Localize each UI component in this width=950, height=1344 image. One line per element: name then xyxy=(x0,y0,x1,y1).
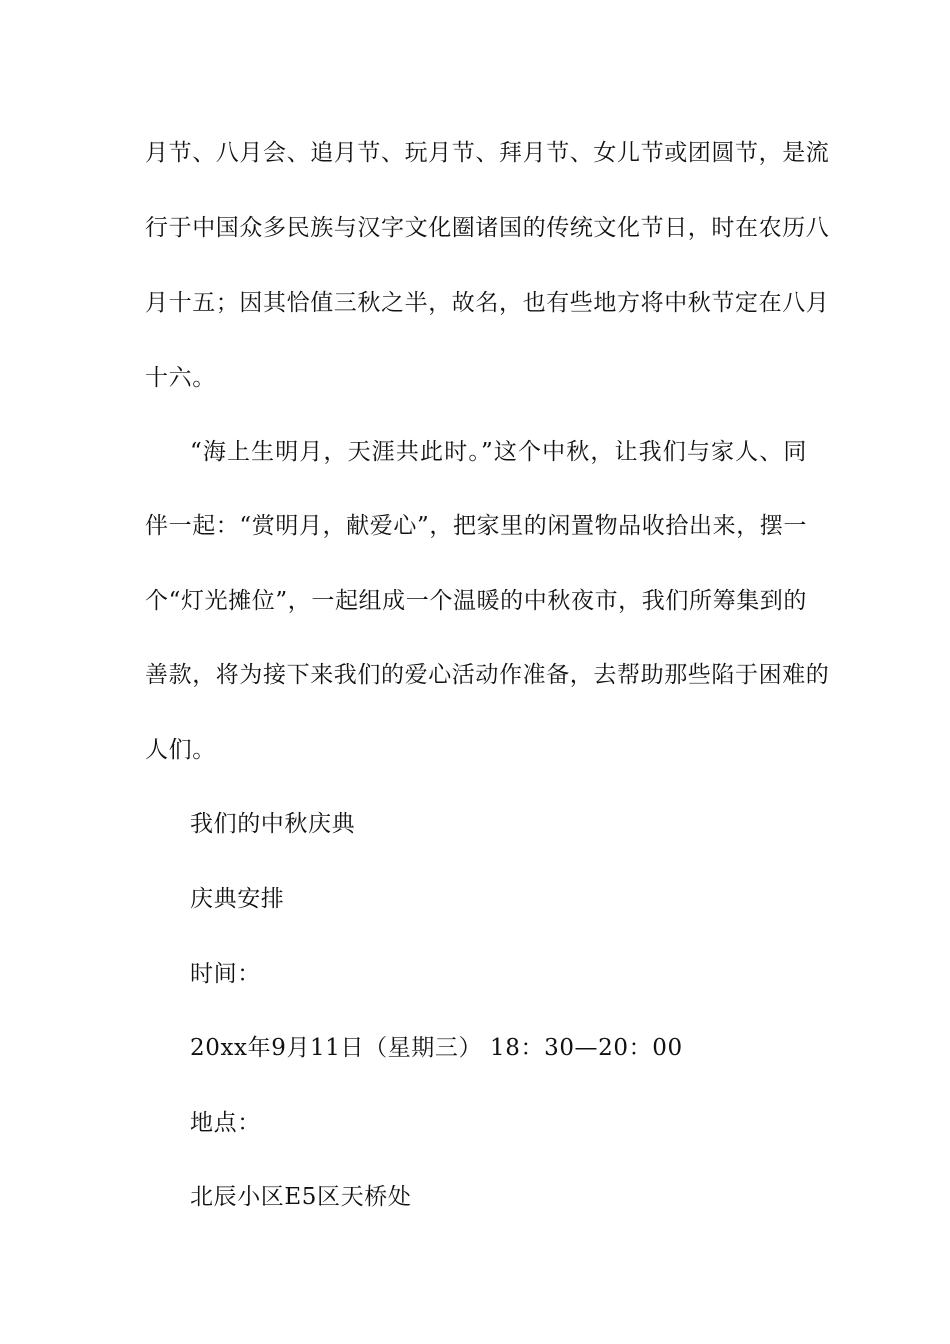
paragraph-2-line-5: 人们。 xyxy=(145,737,216,763)
paragraph-1-line-1: 月节、八月会、追月节、玩月节、拜月节、女儿节或团圆节，是流 xyxy=(145,140,830,166)
subsection-title: 庆典安排 xyxy=(190,886,285,912)
paragraph-2-line-4: 善款，将为接下来我们的爱心活动作准备，去帮助那些陷于困难的 xyxy=(145,662,830,688)
paragraph-1-line-2: 行于中国众多民族与汉字文化圈诸国的传统文化节日，时在农历八 xyxy=(145,215,830,241)
paragraph-1-line-4: 十六。 xyxy=(145,365,216,391)
paragraph-1-line-3: 月十五；因其恰值三秋之半，故名，也有些地方将中秋节定在八月 xyxy=(145,290,830,316)
location-label: 地点： xyxy=(190,1110,261,1136)
paragraph-2-line-2: 伴一起：“赏明月，献爱心”，把家里的闲置物品收拾出来，摆一 xyxy=(145,513,807,539)
time-value: 20xx年9月11日（星期三） 18：30—20：00 xyxy=(190,1035,683,1061)
location-value: 北辰小区E5区天桥处 xyxy=(190,1184,412,1210)
section-title: 我们的中秋庆典 xyxy=(190,811,356,837)
paragraph-2-line-3: 个“灯光摊位”，一起组成一个温暖的中秋夜市，我们所筹集到的 xyxy=(145,588,807,614)
paragraph-2-line-1: “海上生明月，天涯共此时。”这个中秋，让我们与家人、同 xyxy=(190,439,807,465)
time-label: 时间： xyxy=(190,961,261,987)
